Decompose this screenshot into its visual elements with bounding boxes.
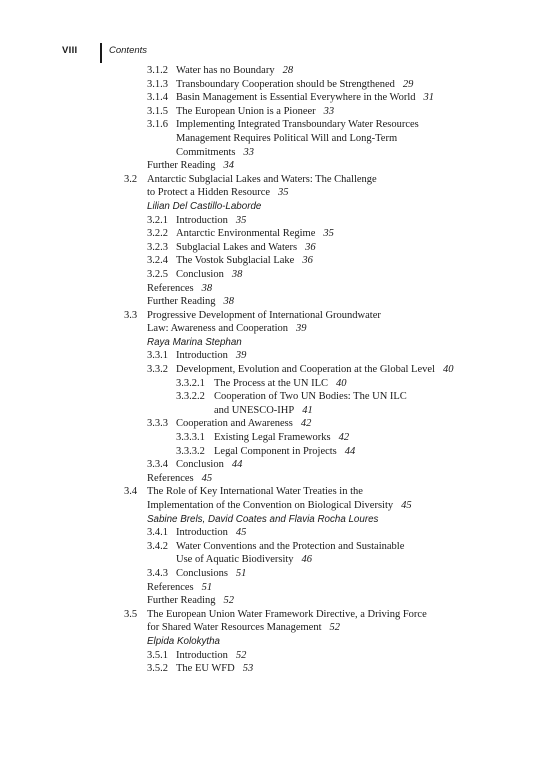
entry-number: 3.3.4 <box>147 459 168 471</box>
entry-page: 38 <box>231 268 243 280</box>
entry-title: Introduction 45 <box>176 527 247 539</box>
entry-page: 35 <box>278 187 289 199</box>
toc-entry-continued[interactable] <box>0 146 544 160</box>
entry-page: 31 <box>423 92 435 104</box>
entry-page: 38 <box>223 296 235 308</box>
entry-title: References 45 <box>147 472 213 484</box>
section-title: Progressive Development of International Groundwater <box>147 309 381 321</box>
entry-page: 35 <box>235 214 247 226</box>
toc-entry[interactable] <box>0 268 544 282</box>
entry-title: Cooperation of Two UN Bodies: The UN ILC <box>214 391 407 403</box>
toc-entry[interactable] <box>0 662 544 676</box>
entry-title: Conclusion 44 <box>176 459 243 471</box>
entry-page: 45 <box>235 527 247 539</box>
entry-title: References 38 <box>147 282 213 294</box>
section-title: Law: Awareness and Cooperation 39 <box>147 323 307 335</box>
toc-author <box>0 336 544 350</box>
toc-author <box>0 635 544 649</box>
entry-title: Water Conventions and the Protection and Sustainable <box>176 540 405 552</box>
toc-section[interactable] <box>0 309 544 323</box>
toc-entry[interactable] <box>0 241 544 255</box>
entry-title: Management Requires Political Will and Long-Term <box>176 132 398 144</box>
toc-section[interactable] <box>0 173 544 187</box>
entry-number: 3.2.5 <box>147 268 168 280</box>
toc-entry[interactable] <box>0 105 544 119</box>
toc-entry[interactable] <box>0 254 544 268</box>
toc-entry[interactable] <box>0 540 544 554</box>
section-number: 3.2 <box>124 173 138 185</box>
entry-page: 52 <box>329 622 340 634</box>
entry-title: The Process at the UN ILC 40 <box>214 377 347 389</box>
entry-title: Subglacial Lakes and Waters 36 <box>176 241 316 253</box>
toc-entry[interactable] <box>0 227 544 241</box>
entry-page: 35 <box>323 228 334 240</box>
toc-entry[interactable] <box>0 363 544 377</box>
entry-number: 3.4.3 <box>147 567 168 579</box>
toc-section[interactable] <box>0 608 544 622</box>
entry-page: 44 <box>344 445 356 457</box>
entry-page: 41 <box>302 404 313 416</box>
entry-title: Antarctic Environmental Regime 35 <box>176 228 334 240</box>
entry-number: 3.1.6 <box>147 119 168 131</box>
entry-page: 42 <box>338 432 350 444</box>
entry-title: Conclusions 51 <box>176 567 247 579</box>
entry-page: 39 <box>235 350 247 362</box>
entry-page: 39 <box>296 323 307 335</box>
section-number: 3.3 <box>124 309 138 321</box>
entry-title: The European Union is a Pioneer 33 <box>176 105 335 117</box>
entry-page: 42 <box>300 418 312 430</box>
toc-entry[interactable] <box>0 118 544 132</box>
entry-title: Introduction 39 <box>176 350 247 362</box>
toc-section-continued[interactable] <box>0 499 544 513</box>
toc-entry[interactable] <box>0 91 544 105</box>
section-number: 3.4 <box>124 486 138 498</box>
entry-title: The EU WFD 53 <box>176 663 254 675</box>
entry-page: 46 <box>301 554 313 566</box>
entry-title: Further Reading 52 <box>147 595 235 607</box>
toc-section-continued[interactable] <box>0 621 544 635</box>
section-author: Sabine Brels, David Coates and Flavia Rocha Loures <box>147 513 379 525</box>
entry-page: 28 <box>282 65 294 76</box>
entry-number: 3.5.2 <box>147 663 168 675</box>
toc-entry[interactable] <box>0 214 544 228</box>
entry-number: 3.2.1 <box>147 214 168 226</box>
entry-page: 33 <box>243 146 255 158</box>
entry-title: Introduction 52 <box>176 649 247 661</box>
entry-number: 3.3.2.1 <box>176 377 205 389</box>
entry-page: 52 <box>223 595 235 607</box>
section-title: The European Union Water Framework Directive, a Driving Force <box>147 608 427 620</box>
entry-page: 44 <box>231 459 243 471</box>
toc-entry-continued[interactable] <box>0 553 544 567</box>
entry-number: 3.3.2 <box>147 364 168 376</box>
page-number: VIII <box>62 45 78 56</box>
entry-page: 36 <box>302 255 313 267</box>
toc-subentry[interactable] <box>0 390 544 404</box>
entry-page: 33 <box>323 105 335 117</box>
entry-number: 3.5.1 <box>147 649 168 661</box>
entry-number: 3.4.2 <box>147 540 168 552</box>
toc-subentry[interactable] <box>0 431 544 445</box>
entry-title: Use of Aquatic Biodiversity 46 <box>176 554 313 566</box>
entry-title: Legal Component in Projects 44 <box>214 445 356 457</box>
entry-page: 51 <box>201 581 213 593</box>
section-author: Lilian Del Castillo-Laborde <box>147 200 262 212</box>
toc-entry[interactable] <box>0 594 544 608</box>
toc-author <box>0 513 544 527</box>
toc-section-continued[interactable] <box>0 186 544 200</box>
toc-entry[interactable] <box>0 567 544 581</box>
entry-page: 38 <box>201 282 213 294</box>
entry-page: 52 <box>235 649 247 661</box>
section-title: Antarctic Subglacial Lakes and Waters: The Challenge <box>147 173 377 185</box>
toc-entry[interactable] <box>0 458 544 472</box>
toc-entry[interactable] <box>0 349 544 363</box>
toc-subentry[interactable] <box>0 445 544 459</box>
section-author: Elpida Kolokytha <box>147 635 220 647</box>
toc-entry[interactable] <box>0 282 544 296</box>
toc-entry[interactable] <box>0 78 544 92</box>
entry-page: 40 <box>442 364 454 376</box>
toc-entry[interactable] <box>0 649 544 663</box>
entry-number: 3.1.4 <box>147 92 168 104</box>
entry-number: 3.3.3.1 <box>176 432 205 444</box>
entry-number: 3.3.1 <box>147 350 168 362</box>
entry-title: Existing Legal Frameworks 42 <box>214 432 350 444</box>
toc-entry[interactable] <box>0 64 544 78</box>
entry-page: 45 <box>401 500 412 511</box>
section-title: The Role of Key International Water Treaties in the <box>147 486 363 498</box>
toc-entry[interactable] <box>0 295 544 309</box>
toc-author <box>0 200 544 214</box>
table-of-contents <box>0 64 544 676</box>
entry-page: 51 <box>235 567 247 579</box>
entry-title: Basin Management is Essential Everywhere in the World 31 <box>176 92 435 104</box>
entry-title: Conclusion 38 <box>176 268 243 280</box>
entry-title: Further Reading 38 <box>147 296 235 308</box>
entry-page: 40 <box>336 377 347 389</box>
entry-title: Development, Evolution and Cooperation at the Global Level 40 <box>176 364 454 376</box>
entry-number: 3.2.4 <box>147 255 168 267</box>
toc-entry[interactable] <box>0 472 544 486</box>
entry-title: Further Reading 34 <box>147 160 235 172</box>
entry-number: 3.1.5 <box>147 105 168 117</box>
section-title: Implementation of the Convention on Biological Diversity 45 <box>147 500 412 511</box>
running-title: Contents <box>109 45 148 56</box>
entry-title: Transboundary Cooperation should be Strengthened 29 <box>176 78 414 90</box>
section-author: Raya Marina Stephan <box>147 336 242 348</box>
section-number: 3.5 <box>124 608 138 620</box>
entry-page: 34 <box>223 160 235 172</box>
header-rule <box>100 43 102 63</box>
toc-entry[interactable] <box>0 526 544 540</box>
entry-page: 53 <box>242 663 254 675</box>
entry-page: 45 <box>201 472 213 484</box>
toc-entry[interactable] <box>0 417 544 431</box>
entry-number: 3.1.3 <box>147 78 168 90</box>
toc-entry-continued[interactable] <box>0 132 544 146</box>
section-title: to Protect a Hidden Resource 35 <box>147 187 289 199</box>
entry-title: References 51 <box>147 581 213 593</box>
entry-number: 3.2.3 <box>147 241 168 253</box>
entry-number: 3.4.1 <box>147 527 168 539</box>
entry-number: 3.3.3 <box>147 418 168 430</box>
entry-title: Introduction 35 <box>176 214 247 226</box>
entry-title: Commitments 33 <box>176 146 255 158</box>
entry-title: The Vostok Subglacial Lake 36 <box>176 255 313 267</box>
entry-page: 36 <box>305 241 316 253</box>
entry-title: Cooperation and Awareness 42 <box>176 418 312 430</box>
section-title: for Shared Water Resources Management 52 <box>147 622 340 634</box>
toc-entry[interactable] <box>0 581 544 595</box>
toc-section[interactable] <box>0 485 544 499</box>
entry-title: and UNESCO-IHP 41 <box>214 404 313 416</box>
entry-number: 3.2.2 <box>147 228 168 240</box>
toc-section-continued[interactable] <box>0 322 544 336</box>
toc-entry[interactable] <box>0 159 544 173</box>
entry-title: Water has no Boundary 28 <box>176 65 294 76</box>
toc-subentry[interactable] <box>0 377 544 391</box>
toc-subentry-continued[interactable] <box>0 404 544 418</box>
entry-number: 3.3.2.2 <box>176 391 205 403</box>
entry-title: Implementing Integrated Transboundary Water Resources <box>176 119 419 131</box>
entry-number: 3.3.3.2 <box>176 445 205 457</box>
entry-page: 29 <box>402 78 414 90</box>
entry-number: 3.1.2 <box>147 65 168 76</box>
